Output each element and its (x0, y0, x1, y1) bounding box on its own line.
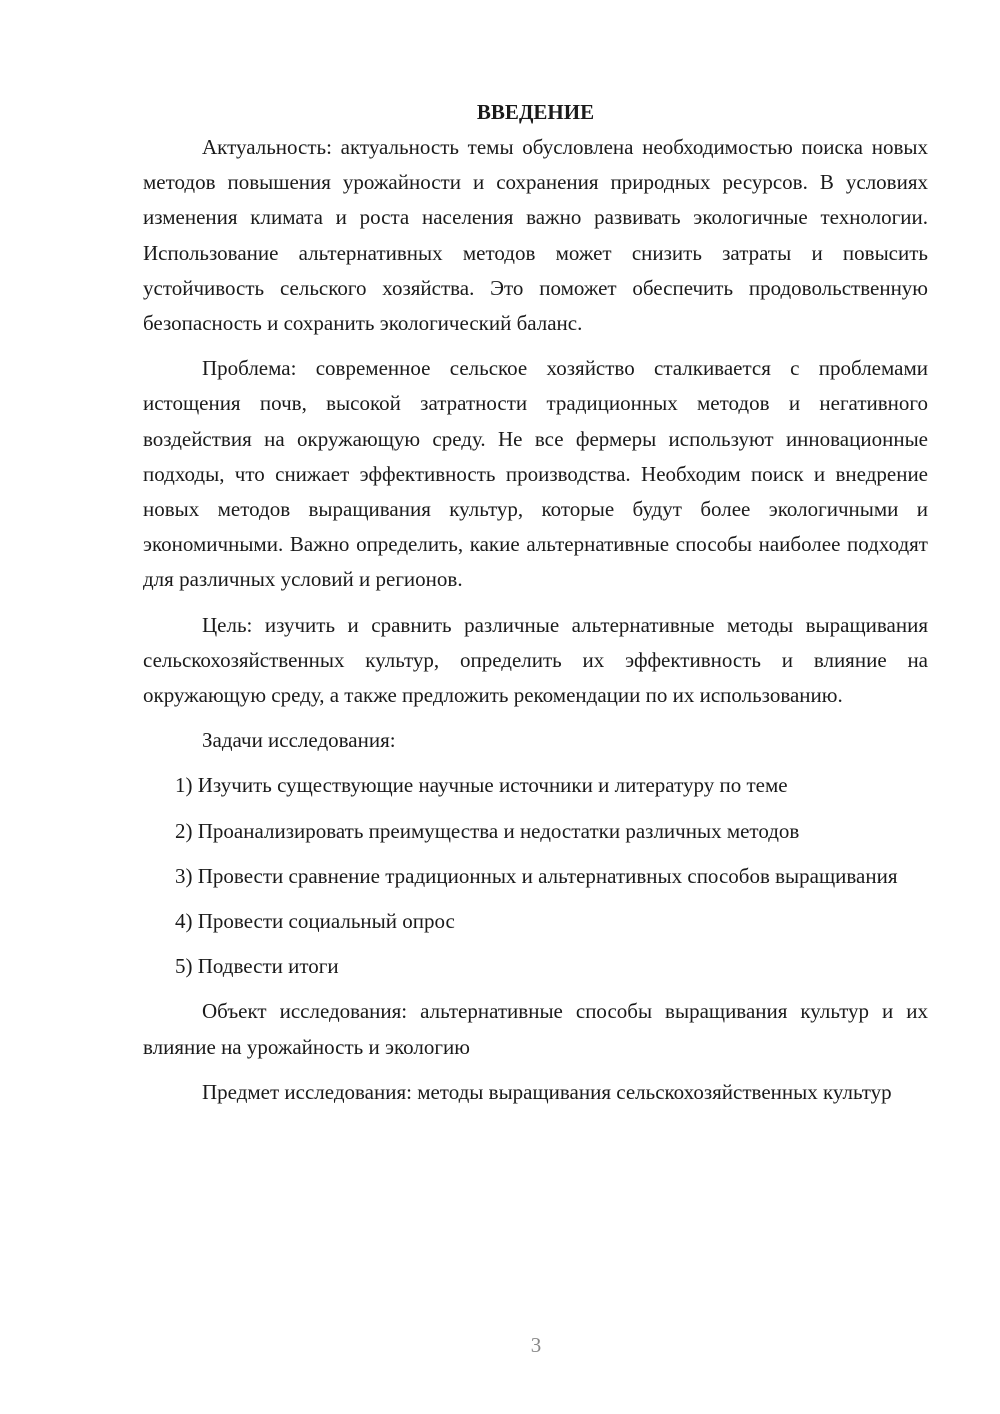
task-item-1: 1) Изучить существующие научные источники и литературу по теме (175, 773, 788, 798)
goal-paragraph: Цель: изучить и сравнить различные альтернативные методы выращивания сельскохозяйственных культур, определить их эффективность и влияние на окружающую среду, а также предложить рекомендации по их использованию. (143, 612, 928, 708)
task-item-5: 5) Подвести итоги (175, 954, 339, 979)
page-title: ВВЕДЕНИЕ (476, 100, 595, 124)
task-item-4: 4) Провести социальный опрос (175, 909, 455, 934)
page-number: 3 (530, 1333, 542, 1357)
relevance-paragraph: Актуальность: актуальность темы обусловлена необходимостью поиска новых методов повышения урожайности и сохранения природных ресурсов. В условиях изменения климата и роста населения важно развивать экологичные технологии. Использование альтернативных методов может снизить затраты и повысить устойчивость сельского хозяйства. Это поможет обеспечить продовольственную безопасность и сохранить экологический баланс. (143, 135, 928, 336)
task-item-3: 3) Провести сравнение традиционных и альтернативных способов выращивания (175, 863, 898, 888)
document-page (143, 95, 928, 1120)
tasks-heading: Задачи исследования: (202, 728, 396, 753)
problem-paragraph: Проблема: современное сельское хозяйство сталкивается с проблемами истощения почв, высокой затратности традиционных методов и негативного воздействия на окружающую среду. Не все фермеры используют инновационные подходы, что снижает эффективность производства. Необходим поиск и внедрение новых методов выращивания культур, которые будут более экологичными и экономичными. Важно определить, какие альтернативные способы наиболее подходят для различных условий и регионов. (143, 356, 928, 592)
task-item-2: 2) Проанализировать преимущества и недостатки различных методов (175, 818, 800, 843)
subject-paragraph: Предмет исследования: методы выращивания сельскохозяйственных культур (202, 1079, 892, 1104)
object-paragraph: Объект исследования: альтернативные способы выращивания культур и их влияние на урожайность и экологию (143, 999, 928, 1059)
